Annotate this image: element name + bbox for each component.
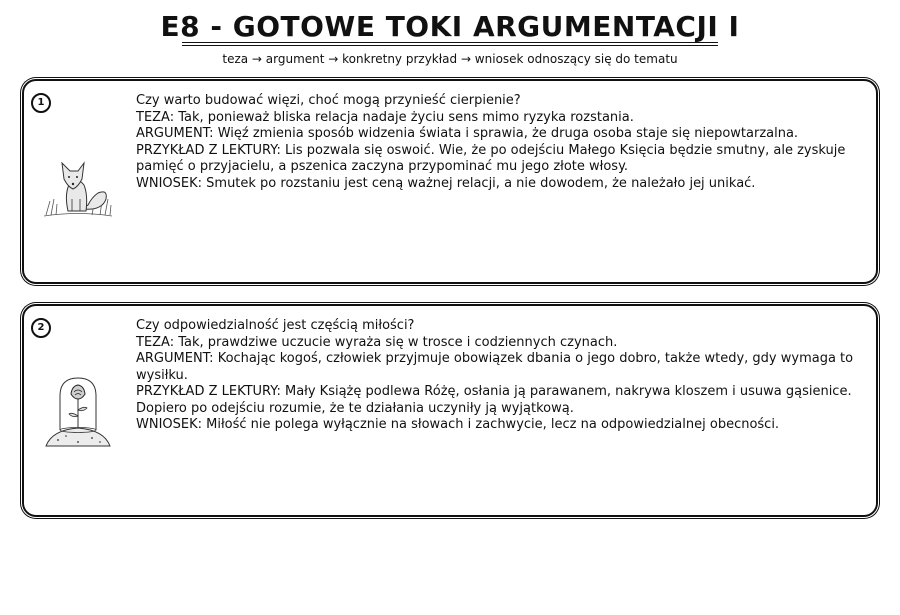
argument-text: [136, 318, 862, 434]
page-subtitle: teza → argument → konkretny przykład → wniosek odnoszący się do tematu: [222, 52, 678, 66]
example-text: PRZYKŁAD Z LEKTURY: Mały Książę podlewa Różę, osłania ją parawanem, nakrywa kloszem i usuwa gąsienice. Dopiero po odejściu rozumie, że te działania uczyniły ją wyjątkową.: [136, 384, 852, 416]
question-text: Czy warto budować więzi, choć mogą przynieść cierpienie?: [136, 93, 521, 108]
argument-line: ARGUMENT: Więź zmienia sposób widzenia świata i sprawia, że druga osoba staje się niepowtarzalna.: [136, 126, 799, 141]
page-title: E8 - GOTOWE TOKI ARGUMENTACJI I: [160, 10, 740, 43]
teza-text: TEZA: Tak, ponieważ bliska relacja nadaje życiu sens mimo ryzyka rozstania.: [136, 109, 634, 125]
argument-text: [136, 93, 862, 192]
conclusion-text: WNIOSEK: Miłość nie polega wyłącznie na słowach i zachwycie, lecz na odpowiedzialnej obecności.: [136, 417, 780, 432]
rose-under-glass-icon: [42, 372, 114, 444]
conclusion-text: WNIOSEK: Smutek po rozstaniu jest ceną ważnej relacji, a nie dowodem, że należało jej unikać.: [136, 175, 756, 191]
question-text: Czy odpowiedzialność jest częścią miłości?: [136, 318, 415, 333]
title-underline: [182, 42, 718, 46]
card-number-badge: 1: [31, 93, 51, 113]
argument-card-1: [22, 79, 878, 284]
fox-icon: [42, 149, 114, 221]
argument-card-2: [22, 304, 878, 517]
card-number-badge: 2: [31, 318, 51, 338]
teza-text: TEZA: Tak, prawdziwe uczucie wyraża się w trosce i codziennych czynach.: [136, 334, 618, 350]
example-text: PRZYKŁAD Z LEKTURY: Lis pozwala się oswoić. Wie, że po odejściu Małego Księcia będzie smutny, ale zyskuje pamięć o przyjacielu, a pszenica zaczyna przypominać mu jego złote włosy.: [136, 142, 846, 174]
argument-line: ARGUMENT: Kochając kogoś, człowiek przyjmuje obowiązek dbania o jego dobro, także wtedy, gdy wymaga to wysiłku.: [136, 351, 854, 383]
